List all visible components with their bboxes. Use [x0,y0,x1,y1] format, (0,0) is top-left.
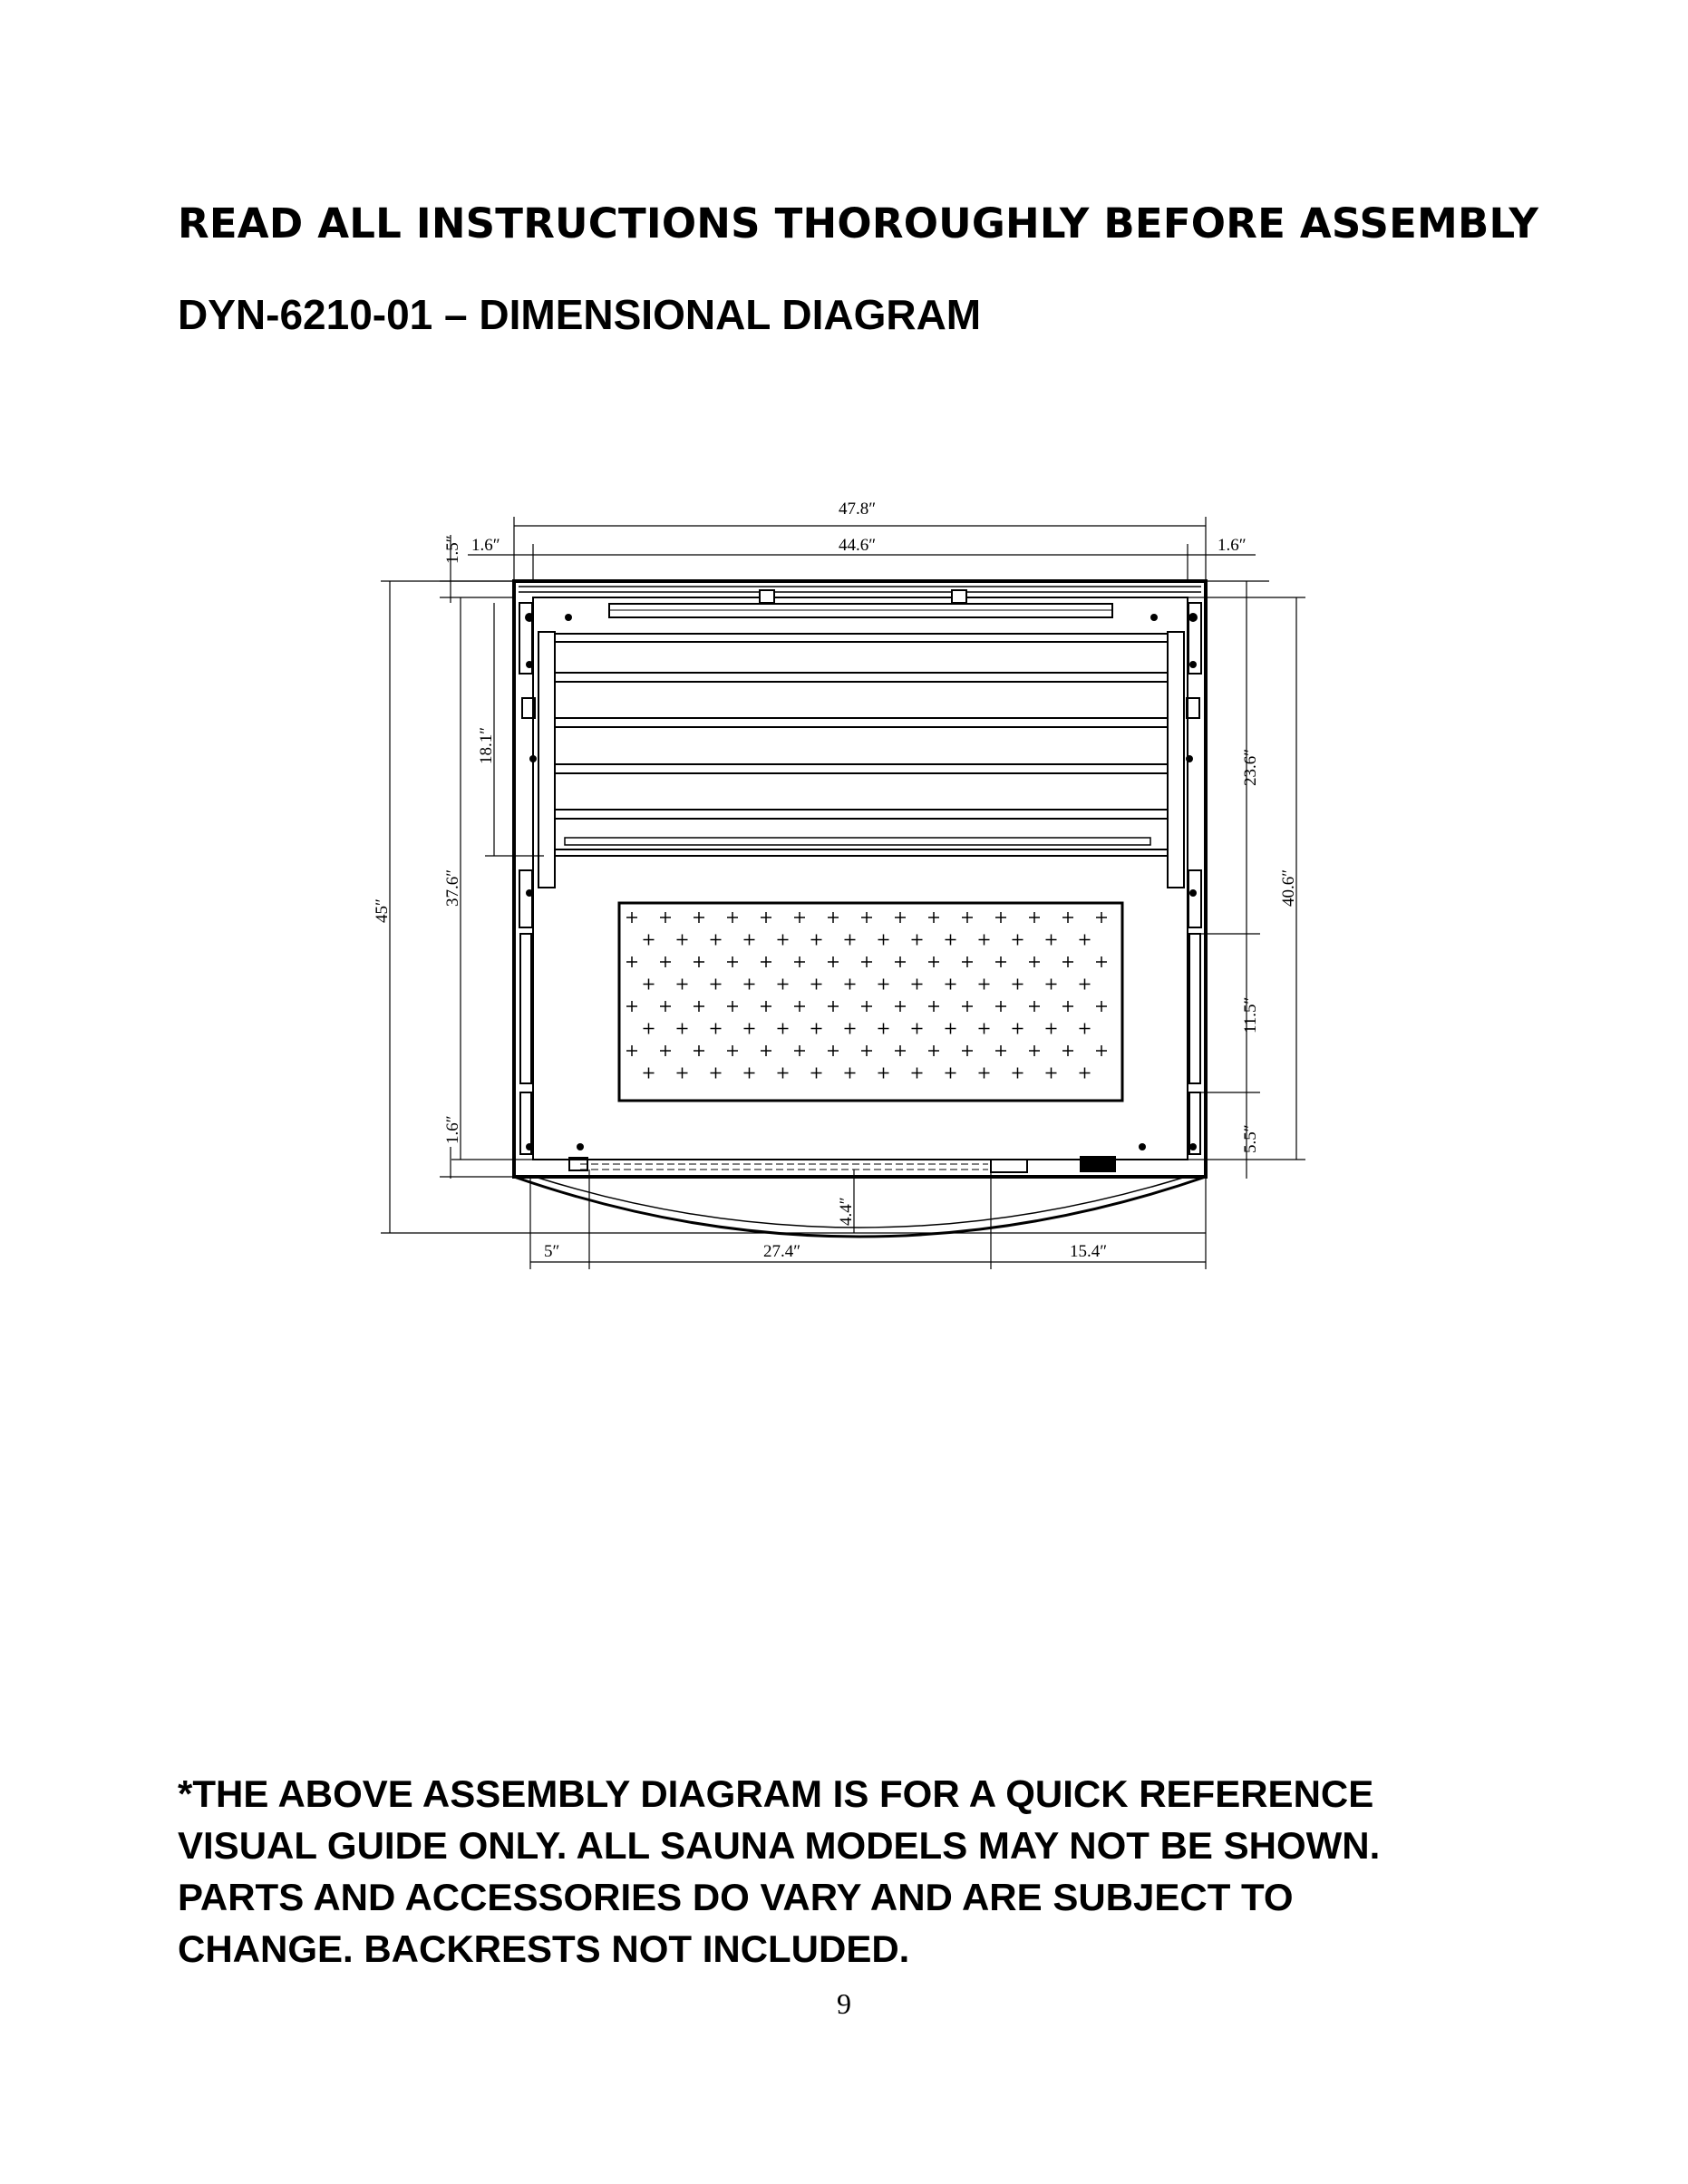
dim-door-bulge: 4.4″ [837,1197,856,1226]
dim-right-wall: 1.6″ [1217,536,1247,555]
dim-bottom-wall: 1.6″ [443,1115,462,1144]
dim-right-overall: 40.6″ [1279,869,1298,907]
note-line: CHANGE. BACKRESTS NOT INCLUDED. [178,1927,910,1970]
disclaimer-note [178,1768,1538,1975]
note-line: *THE ABOVE ASSEMBLY DIAGRAM IS FOR A QUICK REFERENCE [178,1772,1374,1815]
dim-overall-width: 47.8″ [839,500,877,519]
dim-right-middle: 11.5″ [1241,996,1260,1034]
dim-inner-width: 44.6″ [839,536,877,555]
dim-left-wall: 1.6″ [471,536,500,555]
dim-bottom-right: 15.4″ [1070,1242,1108,1261]
dim-right-lower: 5.5″ [1241,1124,1260,1153]
page-heading: READ ALL INSTRUCTIONS THOROUGHLY BEFORE ASSEMBLY [178,199,1539,248]
bench [522,632,1199,888]
dim-overall-depth: 45″ [373,898,392,923]
door-frame [533,1157,1188,1172]
diagram-title: DYN-6210-01 – DIMENSIONAL DIAGRAM [178,291,982,338]
note-line: PARTS AND ACCESSORIES DO VARY AND ARE SUBJECT TO [178,1876,1294,1918]
dim-door-width: 27.4″ [763,1242,801,1261]
dim-inner-depth: 37.6″ [443,869,462,907]
floor-mat [619,903,1122,1101]
top-fixture [609,590,1112,617]
dim-bottom-left: 5″ [544,1242,560,1261]
dim-bench-depth: 18.1″ [477,726,496,764]
dim-right-upper: 23.6″ [1241,748,1260,786]
dim-top-wall: 1.5″ [443,535,462,564]
note-line: VISUAL GUIDE ONLY. ALL SAUNA MODELS MAY NOT BE SHOWN. [178,1824,1381,1867]
page-number: 9 [837,1987,851,2020]
